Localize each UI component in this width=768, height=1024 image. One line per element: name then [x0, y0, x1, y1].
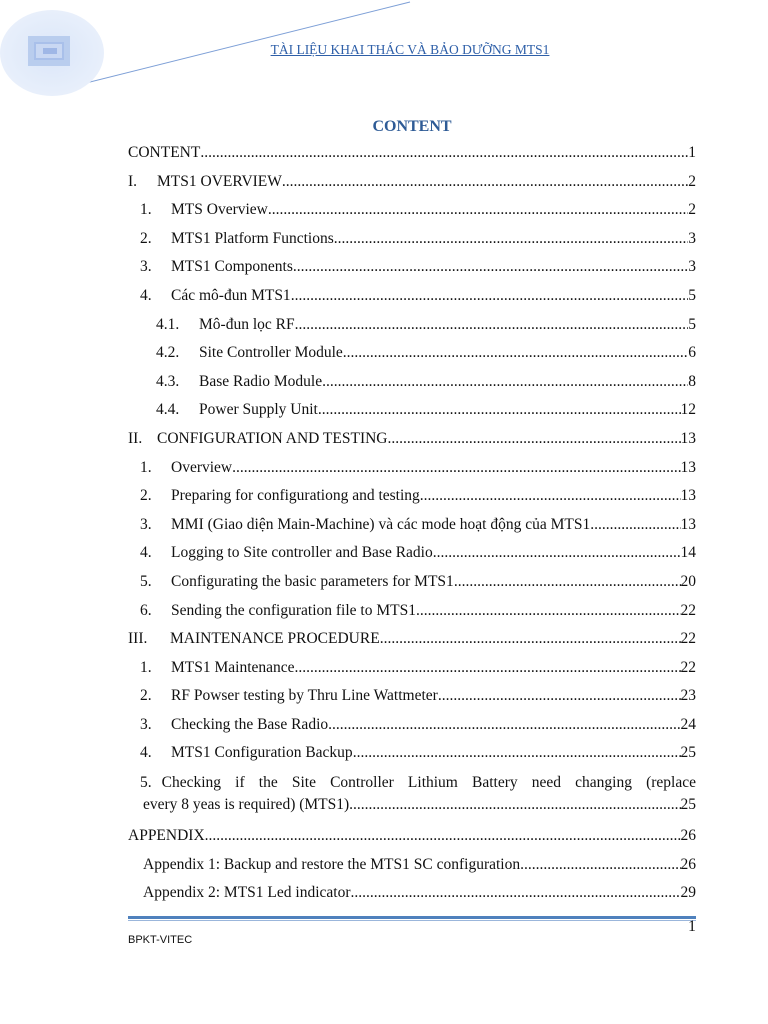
- toc-entry-number: 1.: [140, 658, 152, 676]
- toc-entry-number: 3.: [140, 515, 152, 533]
- document-header-title: TÀI LIỆU KHAI THÁC VÀ BẢO DƯỠNG MTS1: [270, 42, 550, 57]
- footer-organization: BPKT-VITEC: [128, 934, 193, 946]
- toc-entry[interactable]: [128, 253, 696, 282]
- toc-entry-text: MTS Overview: [171, 201, 268, 219]
- toc-entry-number: 4.1.: [156, 315, 180, 333]
- toc-entry-text: Configurating the basic parameters for MTS1: [171, 572, 454, 590]
- toc-entry-number: 5.: [140, 774, 152, 792]
- toc-leader-dots: [520, 851, 680, 880]
- toc-entry-page: 13: [680, 487, 696, 505]
- toc-entry-text: MTS1 Maintenance: [171, 658, 295, 676]
- toc-entry-text: Mô-đun lọc RF: [199, 315, 295, 333]
- toc-heading: CONTENT: [372, 118, 452, 135]
- toc-entry-page: 13: [680, 515, 696, 533]
- toc-entry-page: 14: [680, 544, 696, 562]
- toc-entry-page: 22: [680, 630, 696, 648]
- toc-entry-text: every 8 yeas is required) (MTS1): [143, 796, 350, 814]
- toc-entry-number: 4.: [140, 286, 152, 304]
- toc-entry[interactable]: [128, 368, 696, 397]
- toc-entry-number: 3.: [140, 715, 152, 733]
- toc-entry[interactable]: [128, 568, 696, 597]
- toc-entry[interactable]: [128, 879, 696, 908]
- toc-entry-number: 4.2.: [156, 344, 180, 362]
- toc-entry-text: MMI (Giao diện Main-Machine) và các mode hoạt động của MTS1: [171, 515, 591, 533]
- toc-entry[interactable]: [128, 454, 696, 483]
- toc-entry-text: APPENDIX: [128, 827, 205, 845]
- toc-entry-page: 1: [688, 144, 696, 161]
- toc-leader-dots: [268, 196, 688, 225]
- toc-leader-dots: [334, 225, 688, 254]
- toc-entry[interactable]: [128, 225, 696, 254]
- footer-rule-thin: [128, 920, 696, 921]
- toc-entry-text: Checking the Base Radio: [171, 715, 329, 733]
- toc-entry-page: 29: [680, 884, 696, 902]
- toc-leader-dots: [388, 425, 681, 454]
- toc-entry[interactable]: [128, 311, 696, 340]
- toc-entry[interactable]: [128, 739, 696, 768]
- toc-entry-text: Các mô-đun MTS1: [171, 286, 291, 304]
- toc-entry-number: 2.: [140, 687, 152, 705]
- toc-entry-number: 4.4.: [156, 401, 180, 419]
- toc-leader-dots: [343, 339, 688, 368]
- toc-entry-page: 25: [680, 796, 696, 814]
- toc-entry[interactable]: [128, 822, 696, 851]
- toc-entry-page: 13: [680, 458, 696, 476]
- toc-leader-dots: [295, 654, 681, 683]
- company-logo-icon: [0, 10, 104, 96]
- toc-entry-text: Appendix 2: MTS1 Led indicator: [143, 884, 351, 902]
- toc-entry[interactable]: [128, 711, 696, 740]
- toc-entry-page: 2: [688, 201, 696, 219]
- toc-leader-dots: [353, 739, 681, 768]
- toc-entry-page: 23: [680, 687, 696, 705]
- toc-entry-page: 22: [680, 658, 696, 676]
- toc-entry-number: 3.: [140, 258, 152, 276]
- toc-entry[interactable]: [128, 654, 696, 683]
- toc-entry-page: 6: [688, 344, 696, 362]
- toc-entry-number: 4.: [140, 544, 152, 562]
- toc-entry-number: 4.: [140, 744, 152, 762]
- toc-entry-page: 3: [688, 229, 696, 247]
- toc-leader-dots: [380, 625, 681, 654]
- toc-entry-number: 6.: [140, 601, 152, 619]
- toc-entry-text: Preparing for configurationg and testing: [171, 487, 420, 505]
- toc-entry-page: 12: [680, 401, 696, 419]
- toc-entry-number: III.: [128, 630, 148, 648]
- toc-entry-number: 2.: [140, 229, 152, 247]
- toc-leader-dots: [454, 568, 681, 597]
- toc-entry-text: Site Controller Module: [199, 344, 343, 362]
- toc-leader-dots: [328, 711, 680, 740]
- toc-entry-text: MTS1 OVERVIEW: [157, 172, 282, 190]
- toc-entry[interactable]: [128, 625, 696, 654]
- toc-entry[interactable]: [128, 482, 696, 511]
- toc-entry-text: MTS1 Components: [171, 258, 293, 276]
- toc-entry[interactable]: [128, 597, 696, 626]
- toc-entry-text: RF Powser testing by Thru Line Wattmeter: [171, 687, 438, 705]
- toc-entry[interactable]: [128, 511, 696, 540]
- toc-leader-dots: [351, 879, 681, 908]
- toc-entry-page: 3: [688, 258, 696, 276]
- toc-entry-text: Sending the configuration file to MTS1: [171, 601, 416, 619]
- toc-leader-dots: [293, 253, 688, 282]
- toc-entry-page: 2: [688, 172, 696, 190]
- toc-entry-text: Logging to Site controller and Base Radio: [171, 544, 433, 562]
- toc-leader-dots: [438, 682, 681, 711]
- toc-entry-text: Power Supply Unit: [199, 401, 318, 419]
- toc-entry[interactable]: [128, 139, 696, 168]
- toc-entry-text: MAINTENANCE PROCEDURE: [170, 630, 380, 648]
- toc-entry-text: Overview: [171, 458, 233, 476]
- toc-entry-page: 5: [688, 286, 696, 304]
- toc-entry-number: 4.3.: [156, 372, 180, 390]
- toc-entry-text: Appendix 1: Backup and restore the MTS1 SC configuration: [143, 855, 521, 873]
- toc-entry-text: MTS1 Platform Functions: [171, 229, 334, 247]
- toc-entry[interactable]: [128, 851, 696, 880]
- toc-entry[interactable]: [128, 768, 696, 819]
- table-of-contents: [128, 139, 696, 908]
- toc-entry-page: 5: [688, 315, 696, 333]
- toc-leader-dots: [200, 139, 688, 168]
- toc-entry[interactable]: [128, 282, 696, 311]
- toc-entry[interactable]: [128, 682, 696, 711]
- toc-entry-line2: [128, 794, 696, 816]
- toc-entry-text: Checking if the Site Controller Lithium Battery need changing (replace: [161, 774, 696, 792]
- toc-leader-dots: [205, 822, 681, 851]
- toc-entry-number: 5.: [140, 572, 152, 590]
- toc-entry[interactable]: [128, 396, 696, 425]
- toc-entry[interactable]: [128, 339, 696, 368]
- toc-entry-text: CONFIGURATION AND TESTING: [157, 429, 388, 447]
- toc-entry-page: 26: [680, 827, 696, 845]
- toc-leader-dots: [232, 454, 680, 483]
- toc-entry-page: 13: [680, 429, 696, 447]
- toc-entry-number: 1.: [140, 201, 152, 219]
- toc-leader-dots: [416, 597, 681, 626]
- toc-entry-page: 20: [680, 572, 696, 590]
- toc-leader-dots: [282, 168, 688, 197]
- toc-leader-dots: [291, 282, 689, 311]
- toc-entry[interactable]: [128, 168, 696, 197]
- toc-leader-dots: [349, 794, 680, 816]
- toc-entry-page: 22: [680, 601, 696, 619]
- toc-entry-page: 25: [680, 744, 696, 762]
- toc-entry[interactable]: [128, 539, 696, 568]
- toc-entry[interactable]: [128, 196, 696, 225]
- toc-entry-text: Base Radio Module: [199, 372, 323, 390]
- toc-entry-page: 8: [688, 372, 696, 390]
- toc-entry-number: 1.: [140, 458, 152, 476]
- toc-leader-dots: [433, 539, 681, 568]
- toc-leader-dots: [590, 511, 680, 540]
- toc-leader-dots: [295, 311, 689, 340]
- toc-entry-text: MTS1 Configuration Backup: [171, 744, 353, 762]
- toc-entry-number: I.: [128, 172, 138, 190]
- toc-entry-number: II.: [128, 429, 143, 447]
- toc-leader-dots: [322, 368, 688, 397]
- footer-rule: [128, 916, 696, 919]
- toc-entry-number: 2.: [140, 487, 152, 505]
- toc-entry[interactable]: [128, 425, 696, 454]
- toc-entry-line1: [140, 772, 696, 794]
- page-number: 1: [688, 918, 696, 935]
- toc-leader-dots: [318, 396, 681, 425]
- toc-leader-dots: [420, 482, 681, 511]
- toc-entry-text: CONTENT: [128, 144, 201, 161]
- toc-entry-page: 26: [680, 855, 696, 873]
- toc-entry-page: 24: [680, 715, 696, 733]
